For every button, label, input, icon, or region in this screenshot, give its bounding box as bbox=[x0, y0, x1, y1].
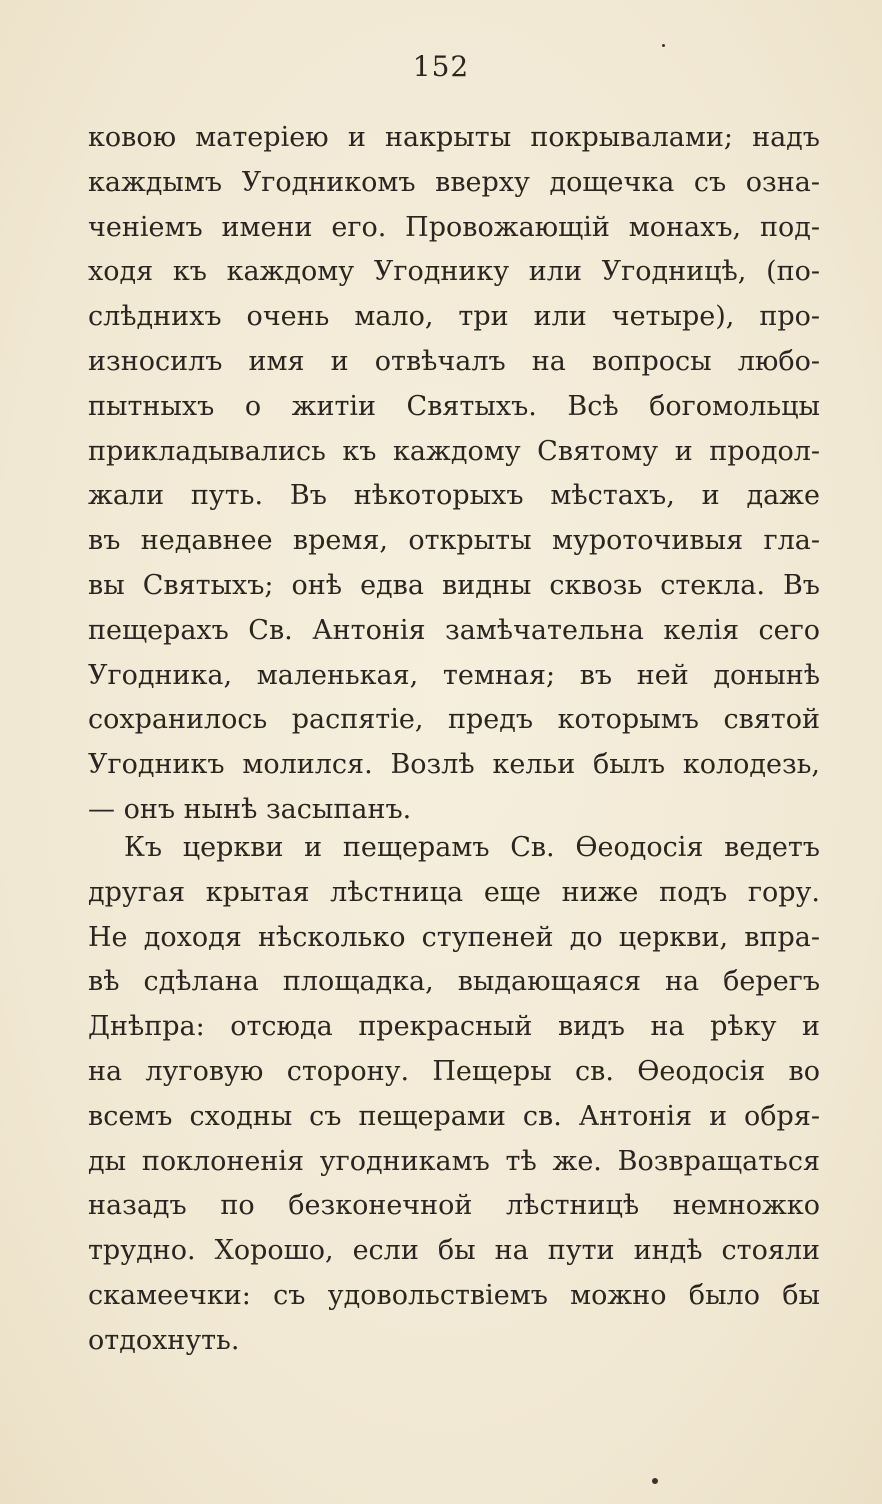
paper-speck bbox=[662, 44, 665, 47]
paragraph-1 bbox=[88, 116, 820, 833]
text-line: — онъ нынѣ засыпанъ. bbox=[88, 793, 412, 825]
text-line: въ недавнее время, открыты муроточивыя гла- bbox=[88, 525, 820, 557]
text-line: прикладывались къ каждому Святому и продол- bbox=[88, 435, 820, 467]
text-line: жали путь. Въ нѣкоторыхъ мѣстахъ, и даже bbox=[88, 480, 820, 512]
text-line: отдохнуть. bbox=[88, 1324, 240, 1356]
text-line: Къ церкви и пещерамъ Св. Ѳеодосія ведетъ bbox=[124, 832, 820, 863]
text-line: ковою матеріею и накрыты покрывалами; надъ bbox=[88, 122, 820, 153]
text-line: Угодникъ молился. Возлѣ кельи былъ колодезь, bbox=[88, 749, 820, 781]
page-number: 152 bbox=[412, 50, 470, 83]
text-line: износилъ имя и отвѣчалъ на вопросы любо- bbox=[88, 345, 820, 377]
text-line: вы Святыхъ; онѣ едва видны сквозь стекла. Въ bbox=[88, 569, 820, 601]
text-line: назадъ по безконечной лѣстницѣ немножко bbox=[88, 1190, 820, 1222]
text-line: скамеечки: съ удовольствіемъ можно было бы bbox=[88, 1279, 820, 1311]
text-line: ченіемъ имени его. Провожающій монахъ, под- bbox=[88, 211, 820, 243]
text-line: каждымъ Угодникомъ вверху дощечка съ озна- bbox=[88, 166, 820, 198]
text-line: всемъ сходны съ пещерами св. Антонія и обря- bbox=[88, 1100, 820, 1132]
text-line: Угодника, маленькая, темная; въ ней донынѣ bbox=[88, 659, 820, 691]
text-line: на луговую сторону. Пещеры св. Ѳеодосія во bbox=[88, 1055, 820, 1087]
text-line: сохранилось распятіе, предъ которымъ святой bbox=[88, 704, 820, 736]
text-line: слѣднихъ очень мало, три или четыре), про- bbox=[88, 301, 820, 333]
text-line: пещерахъ Св. Антонія замѣчательна келія сего bbox=[88, 614, 820, 646]
text-line: Не доходя нѣсколько ступеней до церкви, впра- bbox=[88, 921, 820, 953]
paper-speck bbox=[652, 1478, 658, 1484]
text-line: вѣ сдѣлана площадка, выдающаяся на берегъ bbox=[88, 966, 820, 998]
text-line: ды поклоненія угодникамъ тѣ же. Возвращаться bbox=[88, 1145, 820, 1177]
text-line: другая крытая лѣстница еще ниже подъ гору. bbox=[88, 876, 820, 908]
text-line: Днѣпра: отсюда прекрасный видъ на рѣку и bbox=[88, 1011, 820, 1043]
text-line: трудно. Хорошо, если бы на пути индѣ стояли bbox=[88, 1235, 820, 1267]
paragraph-2 bbox=[88, 826, 820, 1364]
text-line: пытныхъ о житіи Святыхъ. Всѣ богомольцы bbox=[88, 390, 820, 422]
text-line: ходя къ каждому Угоднику или Угодницѣ, (по- bbox=[88, 256, 820, 288]
